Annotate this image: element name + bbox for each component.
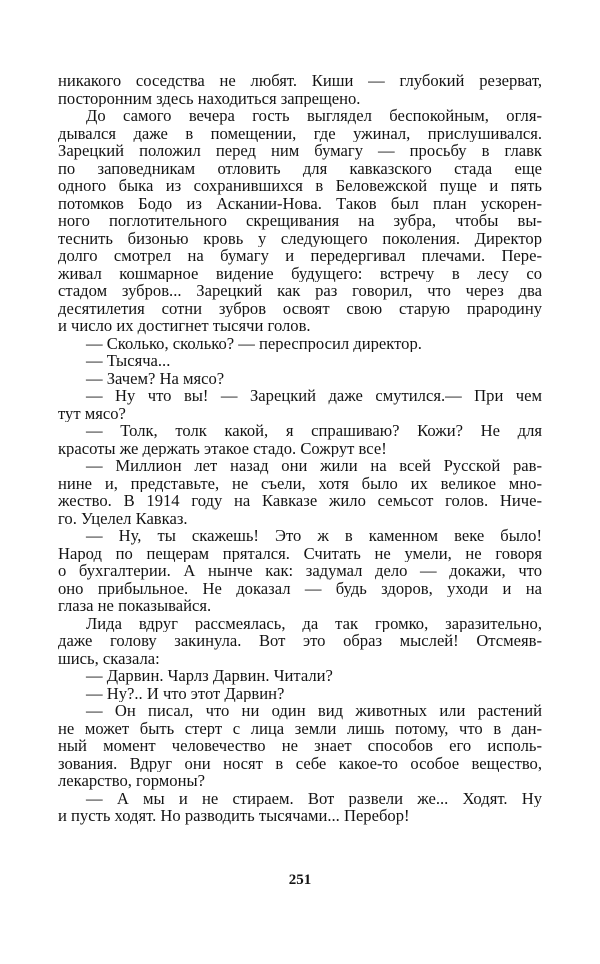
text-line: Народ по пещерам прятался. Считать не умели, не говоря [58,544,542,562]
text-line: — Он писал, что ни один вид животных или растений [86,702,542,720]
text-line: Зарецкий положил перед ним бумагу — просьбу в главк [58,142,542,160]
text-line: Лида вдруг рассмеялась, да так громко, заразительно, [86,614,542,632]
text-line: и число их достигнет тысячи голов. [58,317,311,335]
text-line: долго смотрел на бумагу и передергивал плечами. Пере- [58,247,542,265]
text-line: го. Уцелел Кавказ. [58,509,188,527]
text-line: даже голову закинула. Вот это образ мыслей! Отсмеяв- [58,632,542,650]
text-line: — Тысяча... [86,352,171,370]
page-number: 251 [288,872,312,888]
text-line: жество. В 1914 году на Кавказе жило семьсот голов. Ниче- [58,492,542,510]
text-line: ный момент человечество не знает способов его исполь- [58,737,542,755]
text-line: шись, сказала: [58,649,160,667]
text-line: никакого соседства не любят. Киши — глубокий резерват, [58,72,542,90]
text-line: теснить бизонью кровь у следующего поколения. Директор [58,229,542,247]
book-page-text [58,72,542,825]
text-line: десятилетия сотни зубров освоят свою старую прародину [58,299,542,317]
text-line: одного быка из сохранившихся в Беловежской пуще и пять [58,177,542,195]
text-line: — Ну?.. И что этот Дарвин? [86,684,285,702]
text-line: красоты же держать этакое стадо. Сожрут все! [58,439,387,457]
text-line: — Миллион лет назад они жили на всей Русской рав- [86,457,542,475]
text-line: — Сколько, сколько? — переспросил директор. [86,334,422,352]
text-line: — Ну, ты скажешь! Это ж в каменном веке было! [86,527,542,545]
text-line: нине и, представьте, не съели, хотя было их великое мно- [58,474,542,492]
text-line: дывался даже в помещении, где ужинал, прислушивался. [58,124,542,142]
text-line: по заповедникам отловить для кавказского стада еще [58,159,542,177]
text-line: — Толк, толк какой, я спрашиваю? Кожи? Не для [86,422,542,440]
text-line: не может быть стерт с лица земли лишь потому, что в дан- [58,719,542,737]
text-line: потомков Бодо из Аскании-Нова. Таков был план ускорен- [58,194,542,212]
text-line: глаза не показывайся. [58,597,212,615]
text-line: живал кошмарное видение будущего: встречу в лесу со [58,264,542,282]
text-line: о бухгалтерии. А нынче как: задумал дело — докажи, что [58,562,542,580]
text-line: — Дарвин. Чарлз Дарвин. Читали? [86,667,333,685]
text-line: тут мясо? [58,404,126,422]
text-line: стадом зубров... Зарецкий как раз говорил, что через два [58,282,542,300]
text-line: — Ну что вы! — Зарецкий даже смутился.— При чем [86,387,542,405]
text-line: — Зачем? На мясо? [86,369,225,387]
text-line: — А мы и не стираем. Вот развели же... Ходят. Ну [86,789,542,807]
text-line: посторонним здесь находиться запрещено. [58,89,361,107]
text-line: лекарство, гормоны? [58,772,205,790]
text-line: и пусть ходят. Но разводить тысячами... Перебор! [58,807,410,825]
text-line: ного поглотительного скрещивания на зубра, чтобы вы- [58,212,542,230]
text-line: оно прибыльное. Не доказал — будь здоров, уходи и на [58,579,542,597]
text-line: зования. Вдруг они носят в себе какое-то особое вещество, [58,754,542,772]
text-line: До самого вечера гость выглядел беспокойным, огля- [86,107,542,125]
